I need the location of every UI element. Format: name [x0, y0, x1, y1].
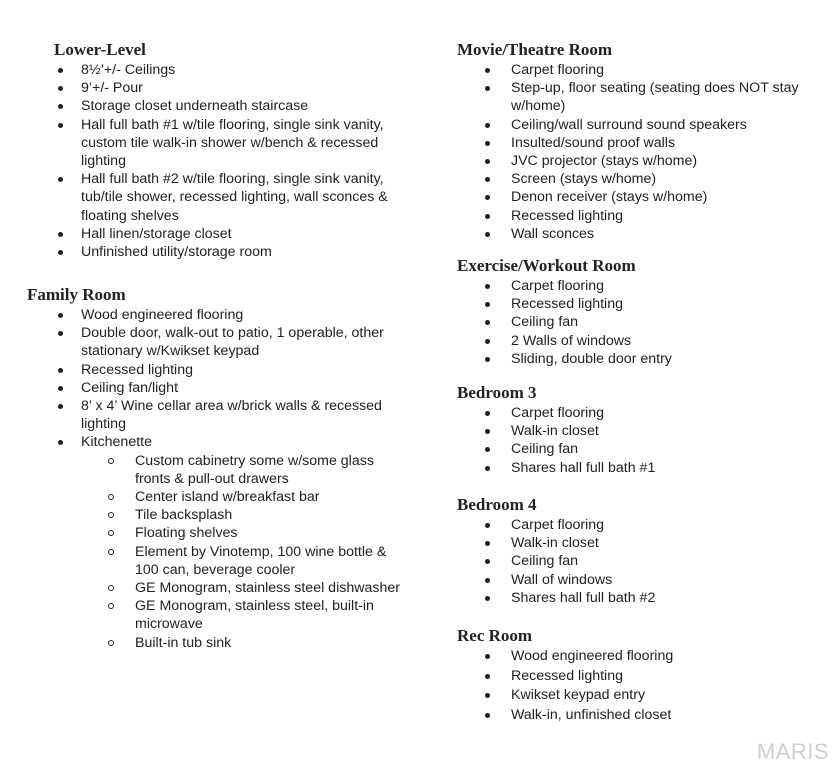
bullet-list: [0, 61, 440, 261]
section-bedroom-4: [440, 495, 837, 607]
list-item: Hall full bath #2 w/tile flooring, single sink vanity, tub/tile shower, recessed lighting, wall sconces & floating shelves: [0, 170, 401, 225]
sublist-item: Center island w/breakfast bar: [0, 488, 402, 506]
section-family-room: [0, 285, 440, 652]
list-item: Recessed lighting: [440, 295, 831, 313]
sublist-item: GE Monogram, stainless steel, built-in microwave: [0, 597, 402, 633]
section-title: Bedroom 4: [457, 495, 537, 514]
list-item: Ceiling fan: [440, 552, 831, 570]
section-bedroom-3: [440, 383, 837, 477]
section-exercise-room: [440, 256, 837, 368]
sublist-item: Custom cabinetry some w/some glass fronts & pull-out drawers: [0, 452, 402, 488]
list-item: JVC projector (stays w/home): [440, 152, 831, 170]
list-item: Ceiling fan/light: [0, 379, 401, 397]
sublist-item: Built-in tub sink: [0, 634, 402, 652]
list-item: Screen (stays w/home): [440, 170, 831, 188]
list-item: Wood engineered flooring: [0, 306, 401, 324]
list-item: Walk-in, unfinished closet: [440, 706, 831, 726]
list-item: Wood engineered flooring: [440, 647, 831, 667]
bullet-list: [440, 277, 837, 368]
section-title: Family Room: [27, 285, 126, 304]
list-item: Recessed lighting: [0, 361, 401, 379]
section-rec-room: [440, 626, 837, 725]
list-item: Step-up, floor seating (seating does NOT stay w/home): [440, 79, 831, 115]
bullet-list: [440, 404, 837, 477]
list-item: Walk-in closet: [440, 422, 831, 440]
section-title: Rec Room: [457, 626, 533, 645]
list-item: Ceiling fan: [440, 313, 831, 331]
section-title: Movie/Theatre Room: [457, 40, 613, 59]
list-item: Recessed lighting: [440, 667, 831, 687]
list-item: Wall of windows: [440, 571, 831, 589]
sublist-item: GE Monogram, stainless steel dishwasher: [0, 579, 402, 597]
section-lower-level: [0, 40, 440, 261]
list-item: Kitchenette Custom cabinetry some w/some glass fronts & pull-out drawers Center island w/breakfast bar Tile backsplash Floating shelves Element by Vinotemp, 100 wine bottle & 100 can, beverage cooler GE Monogram, stainless steel dishwasher GE Monogram, stainless steel, built-in microwave Built-in tub sink: [0, 433, 401, 651]
list-item: Carpet flooring: [440, 61, 831, 79]
list-item: 9’+/- Pour: [0, 79, 401, 97]
section-title: Exercise/Workout Room: [457, 256, 636, 275]
sublist-item: Element by Vinotemp, 100 wine bottle & 100 can, beverage cooler: [0, 543, 402, 579]
bullet-list: [440, 61, 837, 243]
sublist-item: Tile backsplash: [0, 506, 402, 524]
list-item: Carpet flooring: [440, 516, 831, 534]
list-item: 8½’+/- Ceilings: [0, 61, 401, 79]
list-item: Denon receiver (stays w/home): [440, 188, 831, 206]
section-title: Lower-Level: [54, 40, 146, 59]
list-item: Wall sconces: [440, 225, 831, 243]
list-item: Sliding, double door entry: [440, 350, 831, 368]
list-item: Storage closet underneath staircase: [0, 97, 401, 115]
list-item: Carpet flooring: [440, 277, 831, 295]
list-item: Shares hall full bath #2: [440, 589, 831, 607]
bullet-list: [440, 647, 837, 725]
bullet-list: [0, 306, 440, 652]
list-item: Recessed lighting: [440, 207, 831, 225]
section-movie-room: [440, 40, 837, 243]
list-item: Double door, walk-out to patio, 1 operable, other stationary w/Kwikset keypad: [0, 324, 401, 360]
list-item: 8’ x 4’ Wine cellar area w/brick walls & recessed lighting: [0, 397, 401, 433]
bullet-list: [440, 516, 837, 607]
sublist-item: Floating shelves: [0, 524, 402, 542]
list-item: Shares hall full bath #1: [440, 459, 831, 477]
list-item: Hall linen/storage closet: [0, 225, 401, 243]
maris-watermark: MARIS: [756, 739, 829, 764]
list-item: Walk-in closet: [440, 534, 831, 552]
list-item: 2 Walls of windows: [440, 332, 831, 350]
kitchenette-sublist: [0, 452, 401, 652]
list-item: Insulted/sound proof walls: [440, 134, 831, 152]
list-item: Hall full bath #1 w/tile flooring, single sink vanity, custom tile walk-in shower w/bench & recessed lighting: [0, 116, 401, 171]
list-item: Kwikset keypad entry: [440, 686, 831, 706]
list-item: Unfinished utility/storage room: [0, 243, 401, 261]
list-item: Ceiling fan: [440, 440, 831, 458]
list-item: Ceiling/wall surround sound speakers: [440, 116, 831, 134]
list-item: Carpet flooring: [440, 404, 831, 422]
section-title: Bedroom 3: [457, 383, 537, 402]
